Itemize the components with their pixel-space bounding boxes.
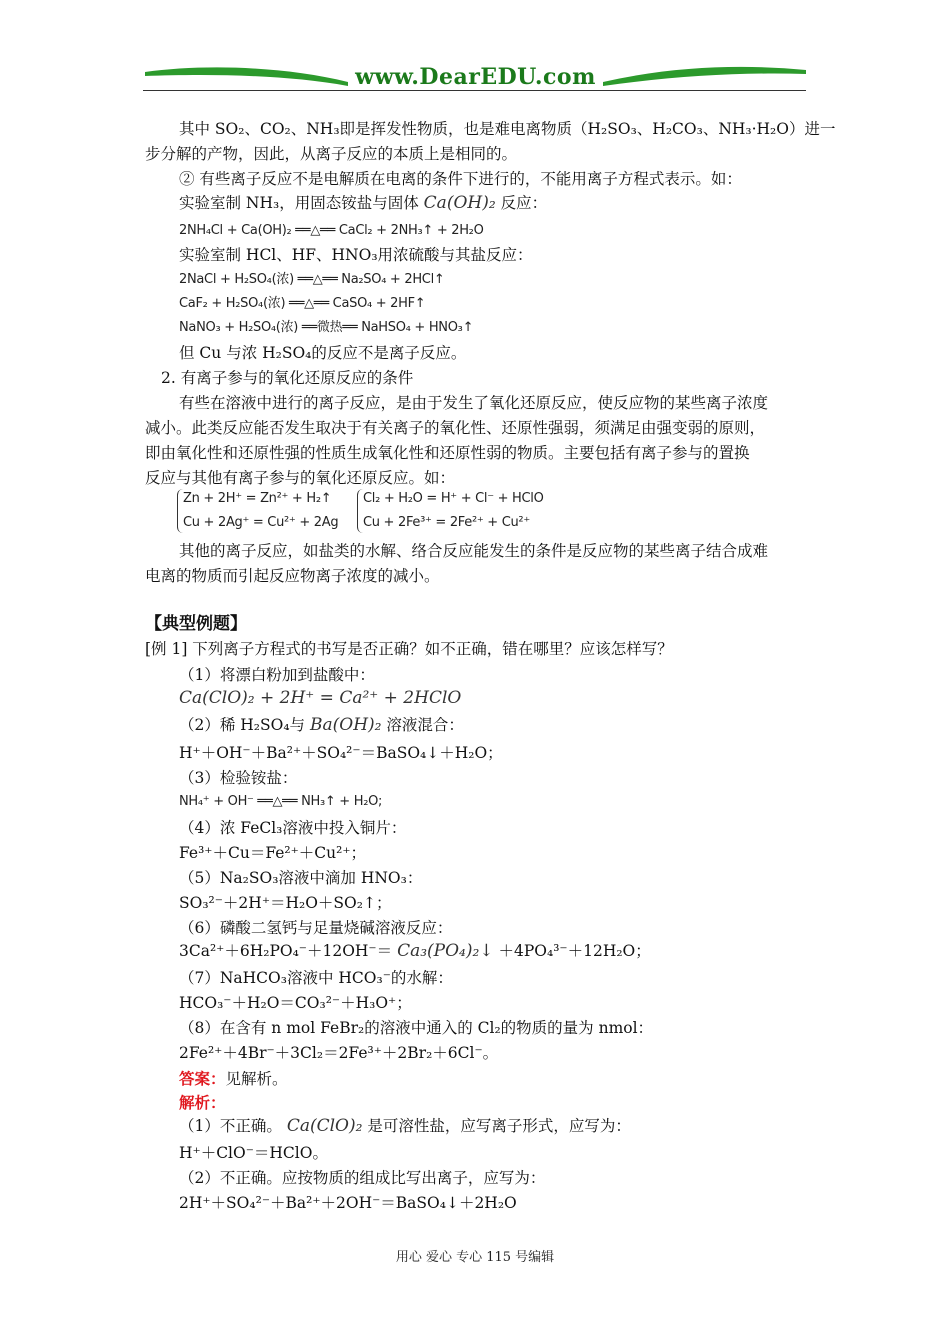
answer-line: [179, 1068, 288, 1090]
site-logo-text[interactable]: www.DearEDU.com: [355, 64, 596, 90]
text-span: 反应：: [500, 194, 548, 212]
formula: Ca(OH)₂: [423, 193, 496, 213]
item-label: （8）在含有 n mol FeBr₂的溶液中通入的 Cl₂的物质的量为 nmol：: [179, 1019, 654, 1037]
formula: Ca₃(PO₄)₂↓: [397, 941, 494, 961]
text-span: （2）稀 H₂SO₄与: [179, 716, 306, 734]
equation: [179, 940, 651, 962]
equation: CaF₂ + H₂SO₄(浓) ══△══ CaSO₄ + 2HF↑: [179, 296, 426, 311]
equation: Cu + 2Ag⁺ = Cu²⁺ + 2Ag: [183, 515, 339, 530]
text-span: 3Ca²⁺＋6H₂PO₄⁻＋12OH⁻＝: [179, 942, 393, 960]
equation: 2NaCl + H₂SO₄(浓) ══△══ Na₂SO₄ + 2HCl↑: [179, 272, 445, 287]
item-label: （7）NaHCO₃溶液中 HCO₃⁻的水解：: [179, 969, 453, 987]
formula: Ba(OH)₂: [310, 715, 382, 735]
text-line: 反应与其他有离子参与的氧化还原反应。如：: [145, 469, 456, 487]
text-line: 有些在溶液中进行的离子反应，是由于发生了氧化还原反应，使反应物的某些离子浓度: [179, 394, 769, 412]
item-label: （3）检验铵盐：: [179, 769, 298, 787]
equation: 2Fe²⁺＋4Br⁻＋3Cl₂＝2Fe³⁺＋2Br₂＋6Cl⁻。: [179, 1044, 499, 1062]
text-line: 步分解的产物，因此，从离子反应的本质上是相同的。: [145, 145, 518, 163]
item-label: [179, 714, 464, 736]
equation: H⁺＋ClO⁻＝HClO。: [179, 1144, 328, 1162]
text-span: 溶液混合：: [386, 716, 464, 734]
text-span: 是可溶性盐，应写离子形式，应写为：: [367, 1117, 631, 1135]
text-span: 实验室制 NH₃，用固态铵盐与固体: [179, 194, 419, 212]
item-label: （5）Na₂SO₃溶液中滴加 HNO₃：: [179, 869, 423, 887]
item-label: （1）将漂白粉加到盐酸中：: [179, 666, 375, 684]
text-span: （1）不正确。: [179, 1117, 282, 1135]
item-label: （6）磷酸二氢钙与足量烧碱溶液反应：: [179, 919, 453, 937]
header-divider: [143, 90, 806, 91]
explanation-line: （2）不正确。应按物质的组成比写出离子，应写为：: [179, 1169, 546, 1187]
section-heading: 2. 有离子参与的氧化还原反应的条件: [161, 369, 414, 387]
item-label: （4）浓 FeCl₃溶液中投入铜片：: [179, 819, 407, 837]
equation: Cl₂ + H₂O = H⁺ + Cl⁻ + HClO: [363, 491, 544, 506]
text-line: [179, 192, 547, 214]
equation: Ca(ClO)₂ + 2H⁺ = Ca²⁺ + 2HClO: [179, 688, 462, 708]
text-line: 其他的离子反应，如盐类的水解、络合反应能发生的条件是反应物的某些离子结合成难: [179, 542, 769, 560]
answer-label: 答案：: [179, 1069, 226, 1088]
equation: 2H⁺＋SO₄²⁻＋Ba²⁺＋2OH⁻＝BaSO₄↓＋2H₂O: [179, 1194, 517, 1212]
text-line: 减小。此类反应能否发生取决于有关离子的氧化性、还原性强弱，须满足由强变弱的原则，: [145, 419, 766, 437]
text-line: 但 Cu 与浓 H₂SO₄的反应不是离子反应。: [179, 344, 467, 362]
equation: HCO₃⁻＋H₂O＝CO₃²⁻＋H₃O⁺；: [179, 994, 412, 1012]
explanation-label: 解析：: [179, 1093, 226, 1112]
equation: 2NH₄Cl + Ca(OH)₂ ══△══ CaCl₂ + 2NH₃↑ + 2H₂O: [179, 223, 484, 238]
formula: Ca(ClO)₂: [286, 1116, 363, 1136]
text-line: 电离的物质而引起反应物离子浓度的减小。: [145, 567, 440, 585]
equation: H⁺＋OH⁻＋Ba²⁺＋SO₄²⁻＝BaSO₄↓＋H₂O；: [179, 744, 503, 762]
text-line: ② 有些离子反应不是电解质在电离的条件下进行的，不能用离子方程式表示。如：: [179, 170, 742, 188]
section-title: 【典型例题】: [145, 614, 247, 634]
equation: SO₃²⁻＋2H⁺＝H₂O＋SO₂↑；: [179, 894, 392, 912]
site-header: [143, 60, 808, 92]
question: [例 1] 下列离子方程式的书写是否正确？如不正确，错在哪里？应该怎样写？: [145, 640, 673, 658]
page-footer: 用心 爱心 专心 115 号编辑: [395, 1250, 555, 1265]
equation: Cu + 2Fe³⁺ = 2Fe²⁺ + Cu²⁺: [363, 515, 530, 530]
equation: Zn + 2H⁺ = Zn²⁺ + H₂↑: [183, 491, 332, 506]
text-line: 即由氧化性和还原性强的性质生成氧化性和还原性弱的物质。主要包括有离子参与的置换: [145, 444, 750, 462]
text-line: 实验室制 HCl、HF、HNO₃用浓硫酸与其盐反应：: [179, 246, 533, 264]
equation: Fe³⁺＋Cu＝Fe²⁺＋Cu²⁺；: [179, 844, 367, 862]
equation: NH₄⁺ + OH⁻ ══△══ NH₃↑ + H₂O;: [179, 794, 383, 809]
text-line: 其中 SO₂、CO₂、NH₃即是挥发性物质，也是难电离物质（H₂SO₃、H₂CO₃、NH₃·H₂O）进一: [179, 120, 836, 138]
answer-text: 见解析。: [225, 1070, 288, 1088]
text-span: ＋4PO₄³⁻＋12H₂O；: [498, 942, 651, 960]
explanation-line: [179, 1115, 631, 1137]
equation: NaNO₃ + H₂SO₄(浓) ══微热══ NaHSO₄ + HNO₃↑: [179, 320, 474, 335]
